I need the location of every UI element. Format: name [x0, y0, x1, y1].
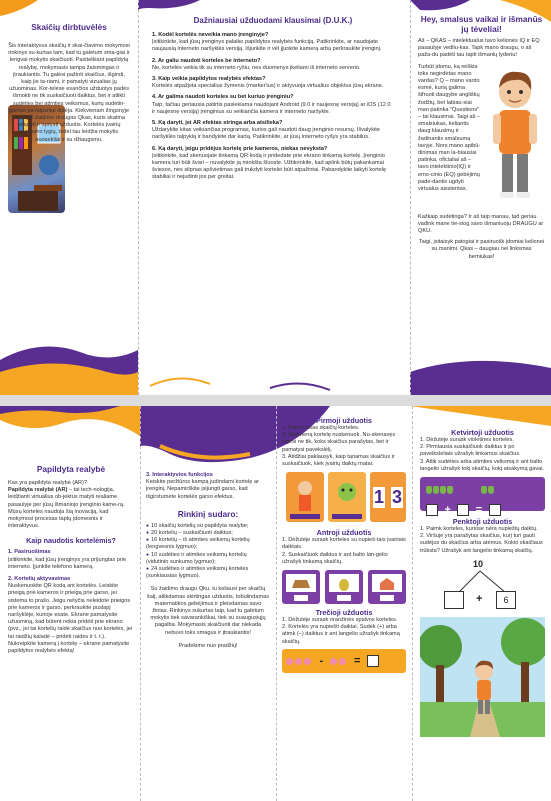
plant-icon: [433, 486, 439, 494]
sheet-separator: [0, 395, 551, 406]
mascot-friend-text: Kažkaip sudėtinga? Ir aš taip manau, tad geriau vadink mane tie-siog savo išmaniuoju DRAUGU ar QKU.: [418, 213, 544, 235]
start-text: Pradėkime nuo pradžių!: [178, 642, 238, 649]
intro-title: Skaičių dirbtuvėlės: [31, 22, 107, 32]
intro-text: Šis interaktyvus skaičių ir skai-čiavimo mokymosi rinkinys su-kurtas tam, kad tu galėtum sma-giai ir lengvai mokytis skaičiuoti. Pasitelkiant papildytą realybę, mokymasis tampa žaismingas ir įtraukiantis. Tu galėsi pažinti skaičius, išgirsti, kaip jie ta-riami, ir pamatyti vizualias jų užuominas. Kor-telėse esančios užduotys padės išmokti ne tik suskaičiuoti daiktus, bet ir atlikti sudėties bei atimties veiksmus, kurių sudėtin-gumas pa-laipsniui didėja. Kiekvienam žingsnyje tave lydi žaidimo draugas Qkas, kuris skatina tobulėti ir spręsti užduotis. Kortelės įvairių sunkumo lygių, todėl tau leidžia mokytis nuosekliai ir su džiaugsmu.: [8, 43, 130, 143]
faq-question: 3. Kaip veikia papildytos realybės efektas?: [152, 76, 266, 83]
minus-sign: -: [319, 654, 324, 667]
task-title: Pirmoji užduotis: [316, 416, 372, 425]
faq-answer: Uždarykite kitas veikiančias programas, kurios gali naudoti daug įrenginio resursų. Išvalykite naršyklės talpyklą ir bandykite dar kartą. Patikrinkite, ar jūsų interneto ryšys yra stabilus.: [152, 127, 380, 141]
fold-line: [410, 0, 411, 395]
mascot-name-text: Turbūt įdomu, ką reiškia toks negirdėtas mano vardas? Q – mano vardo esmė, kurią galima šifruoti daugybe angliškų žodžių, bet labiau-siai man patinka "Questions" – tai klausimai. Taigi aš – smalsiukas, keliantis daug klausimų ir žadinantis smalsumą tavyje. Nors mano apibū-dinimas man la-biausiai patinka, oficialiai aš – tavo intelektinio(IQ) ir emo-cinio (EQ) gebėjimų pade-dantis ugdyti virtualus asistentas.: [418, 63, 481, 193]
faq-item: [152, 120, 394, 142]
list-item: ● 24 sudėties ir atimties veiksmų kortelės (sunkiausias lygmuo).: [146, 566, 270, 580]
task-step: 1. Dėžutėje surask violetines korteles.: [420, 437, 514, 443]
flower-icon: [339, 658, 346, 665]
counting-card: [368, 570, 406, 604]
faq-item: [152, 146, 394, 182]
pear-icon: [325, 570, 363, 604]
plant-icon: [488, 486, 494, 494]
plant-icon: [481, 486, 487, 494]
how-to-title: Kaip naudotis kortelėmis?: [26, 536, 116, 546]
target-number: 10: [473, 558, 484, 569]
faq-item: [152, 76, 394, 90]
counting-card: [282, 570, 320, 604]
flower-icon: [295, 658, 302, 665]
number-card: [328, 472, 366, 522]
faq-title: Dažniausiai užduodami klausimai (D.U.K.): [193, 16, 353, 25]
plant-icon: [440, 486, 446, 494]
faq-answer: Įsitikinkite, kad jūsų įrenginys palaiko papildytos realybės funkciją. Patikrinkite, ar naudojate naujausią interneto naršyklės versiją. Išjunkite ir vėl įjunkite kamerą arba perkraukite įrenginį.: [152, 39, 382, 53]
list-item: ● 20 kortelių – suskaičiuoti daiktus;: [146, 530, 270, 537]
task-step: 1. Paimk korteles, kuriose nėra nupieštų daiktų.: [420, 526, 538, 533]
plus-sign: +: [476, 592, 483, 605]
set-outro: Su žaidimo draugu Qku, tu keliausi per skaičių šalį, atlikdamas skirtingas užduotis, tobulindamas matematikos gebėjimus ir pleisdamas savo žinias. Rinkinys sukurtas taip, kad tu galėtum mokytis tiek savarankiškai, tiek su suaugusiųjų pagalba. Mokymasis skaičiuoti dar niekada nebuvo toks smagus ir įtraukiantis!: [146, 586, 270, 636]
flower-icon: [286, 658, 293, 665]
counting-cards: [282, 570, 406, 604]
faq-question: 6. Ką daryti, jeigu pridėjus kortelę prie kameros, niekas nevyksta?: [152, 145, 328, 152]
faq-answer: Kortelės atpažįsta specialius žymenis (marker'ius) ir aktyvuoja virtualius objektus jūsų ekrane.: [152, 83, 384, 90]
faq-item: [152, 32, 394, 54]
ar-question: Kas yra papildyta realybė (AR)?: [8, 480, 87, 486]
tasks-panel-2: [414, 406, 551, 801]
card-digit: 1: [373, 486, 384, 507]
flower-icon: [304, 658, 311, 665]
mascot-illustration: [485, 64, 545, 214]
fold-line: [138, 0, 139, 395]
faq-answer: Ne, kortelės veikia tik su interneto ryšiu, nes duomenys įkeliami iš interneto serverio.: [152, 64, 361, 71]
list-item: ● 16 kortelių – iš atimties veiksmų kortelių (lengvesnis lygmuo);: [146, 537, 270, 551]
card-digit: 3: [391, 486, 402, 507]
intro-panel: [0, 0, 138, 395]
math-card: [420, 477, 545, 516]
task-step: 1. Paimk visas skaičių korteles.: [282, 425, 360, 431]
math-card: [282, 649, 406, 673]
number-cards: [282, 472, 406, 524]
fold-line: [276, 406, 277, 801]
mascot-panel: [412, 0, 551, 395]
set-list: [146, 523, 270, 581]
step-text: Keiskite peržiūros kampą judindami kortelę ar įrenginį. Nepamirškite įsijungti garso, kad išgirstumėte kortelės garso efektus.: [146, 479, 259, 500]
step-title: 1. Pasiruošimas: [8, 549, 51, 556]
number-tree-card: [420, 559, 545, 613]
task-step: 2. Kiekvieną kortelę nuskenuok. Nu-skenavęs išgirsi ne tik, koks skaičius parašytas, bet ir pamatysi pavekslėlį.: [282, 432, 396, 453]
faq-question: 4. Ar galima naudoti korteles su bet kuriuo įrenginiu?: [152, 94, 294, 101]
faq-question: 2. Ar galiu naudoti korteles be interneto?: [152, 57, 261, 64]
faq-answer: Taip, tačiau geriausia patirtis pasiekiama naudojant Android (9.0 ir naujesnę versiją) ar iOS (12.0 ir naujesnę versiją) įrenginius su veikiančia kamera ir interneto naršykle.: [152, 101, 391, 115]
ar-panel: [0, 406, 140, 801]
task-title: Ketvirtoji užduotis: [451, 428, 514, 437]
boy-mascot-icon: [485, 64, 545, 214]
step-text: Nuskenuokite QR kodą ant kortelės. Leiskite prieigą prie kameros ir prieigą prie garso, jei sistema to prašo. Jeigu netyčia neleidote prieigos prie kameros ir garso, perkraukite puslapį naršyklėje, kurioje esate. Ekrane pamatysite užuominą, kad būtent reikia pridėti prie ekrano (pvz., jei tai kortelių raidė skaičius nuo kortelės, jei tai raidžių kaladė – pridėti raides ir t. t.). Nukreipkite kamerą į kortelę – ekrane pamatysite papildytos realybės efektą!: [8, 583, 133, 655]
set-panel: [142, 406, 274, 801]
task-title: Antroji užduotis: [316, 528, 372, 538]
park-scene-icon: [420, 617, 545, 737]
faq-panel: [140, 0, 408, 395]
faq-item: [152, 58, 394, 72]
brochure-inside: [0, 406, 551, 801]
equals-sign: =: [475, 503, 483, 516]
tasks-panel-1: [278, 406, 410, 801]
basket-icon: [282, 570, 320, 604]
ar-definition: – tai tech-nologija, leidžianti virtualius ob-jektus matyti realiame pasaulyje per jūsų išmaniojo įrenginio kame-rą. Mūsų kortelės naudoja šią inovaciją, kad mokymosi procesas taptų įdomesnis ir interaktyvus.: [8, 487, 125, 530]
list-item: ● 10 sudėties ir atimties veiksmų kortelių (vidutinio sunkumo lygmuo);: [146, 552, 270, 566]
counting-card: [325, 570, 363, 604]
mascot-title: Hey, smalsus vaikai ir išmanūs jų tėveliai!: [420, 14, 543, 34]
animal-card-icon: [328, 472, 366, 522]
plus-sign: +: [444, 503, 451, 516]
fold-line: [140, 406, 141, 801]
faq-question: 5. Ką daryti, jei AR efektas stringa arba atsilieka?: [152, 120, 283, 127]
faq-item: [152, 94, 394, 116]
answer-box: [367, 655, 379, 667]
plant-icon: [426, 486, 432, 494]
faq-question: 1. Kodėl kortelės neveikia mano įrenginyje?: [152, 32, 269, 38]
task-step: 2. Kortelės yra nupiešti daiktai. Sudėk (+) arba atimk (–) daiktus ir ant langelio užrašyk tinkamą skaičių.: [282, 624, 400, 645]
equals-sign: =: [354, 654, 361, 667]
list-item: ● 10 skaičių kortelių su papildyta realybe;: [146, 523, 270, 530]
answer-box: [457, 504, 469, 516]
task-title: Trečioji užduotis: [315, 608, 373, 618]
fold-line: [412, 406, 413, 801]
answer-box: [489, 504, 501, 516]
number-card: [370, 472, 406, 522]
house-icon: [368, 570, 406, 604]
answer-box: [444, 591, 464, 609]
task-step: 3. Atidžiai paklausyk, kaip tariamas skaičius ir suskaičiuok, kiek įvairių daiktų matai.: [282, 453, 395, 468]
task-step: 1. Dėžutėje surask oranžinės spalvos korteles.: [282, 617, 398, 624]
step-text: Įsitikinkite, kad jūsų įrenginys yra prijungtas prie interneto. Įjunkite telefono kamerą.: [8, 556, 127, 570]
task-step: 2. Suskaičiuok daiktus ir ant balto lan-gelio užrašyk tinkamą skaičių.: [282, 551, 388, 565]
task-step: 2. Viršuje yra parašytas skaičius, kurį turi gauti sudėjus du skaičius arba atėmus. Kokio skaičiaus trūksta? Užrašyk ant langelio tinkamą skaičių.: [420, 533, 543, 554]
answer-box: [426, 504, 438, 516]
task-step: 2. Pirmiausia suskaičiuok daiktus ir po paveikslėliais užrašyk tinkamus skaičius.: [420, 444, 521, 458]
flower-icon: [330, 658, 337, 665]
step-title: 2. Kortelių aktyvavimas: [8, 576, 71, 583]
number-card: [286, 472, 324, 522]
park-illustration: [420, 617, 545, 737]
mascot-card-icon: [286, 472, 324, 522]
ar-title: Papildyta realybė: [36, 464, 106, 474]
set-title: Rinkinį sudaro:: [177, 508, 239, 519]
given-number: 6: [496, 591, 516, 609]
task-title: Penktoji užduotis: [452, 517, 513, 527]
plant-icon: [447, 486, 453, 494]
brochure-outside: [0, 0, 551, 395]
ar-term: Papildyta realybė (AR): [8, 487, 68, 494]
step-title: 3. Interaktyvios funkcijos: [146, 472, 213, 478]
faq-answer: Įsitikinkite, kad skenuojate tinkamą QR kodą ir pridedate prie ekrano tinkamą kortelę. Įrenginio kamera turi būti švari – nuvalykite ją minkšta šluoste. Užtikrinkite, kad aplink būtų pakankamai šviesos, nes silpnas apšvietimas gali trukdyti kortelei būti atpažintai. Pabandykite laikyti kortelę stabiliai ir nejudinti jos per greitai.: [152, 152, 387, 181]
task-step: 1. Dėžutėje surask korteles su nupieš-tais įvairiais daiktais.: [282, 537, 406, 551]
mascot-outro-text: Taigi, įsitaisyk patogiai ir pasiruošk įdomiai kelionei su manimi. Qkas – daugiau nei linksmas berniukas!: [418, 239, 545, 260]
mascot-intro: Aš – QKAS – intelektualus tavo kelionės IQ ir EQ pasaulyje vedliu-kas. Tapk mano draugu, o aš paža-du padėti tau tapti išmanių lyderiu!: [418, 38, 540, 59]
task-step: 3. Atlik sudėties arba atimties veiksmą ir ant balto langelio užrašyk tokį skaičių, kokį atsakymą gavai.: [420, 458, 545, 472]
